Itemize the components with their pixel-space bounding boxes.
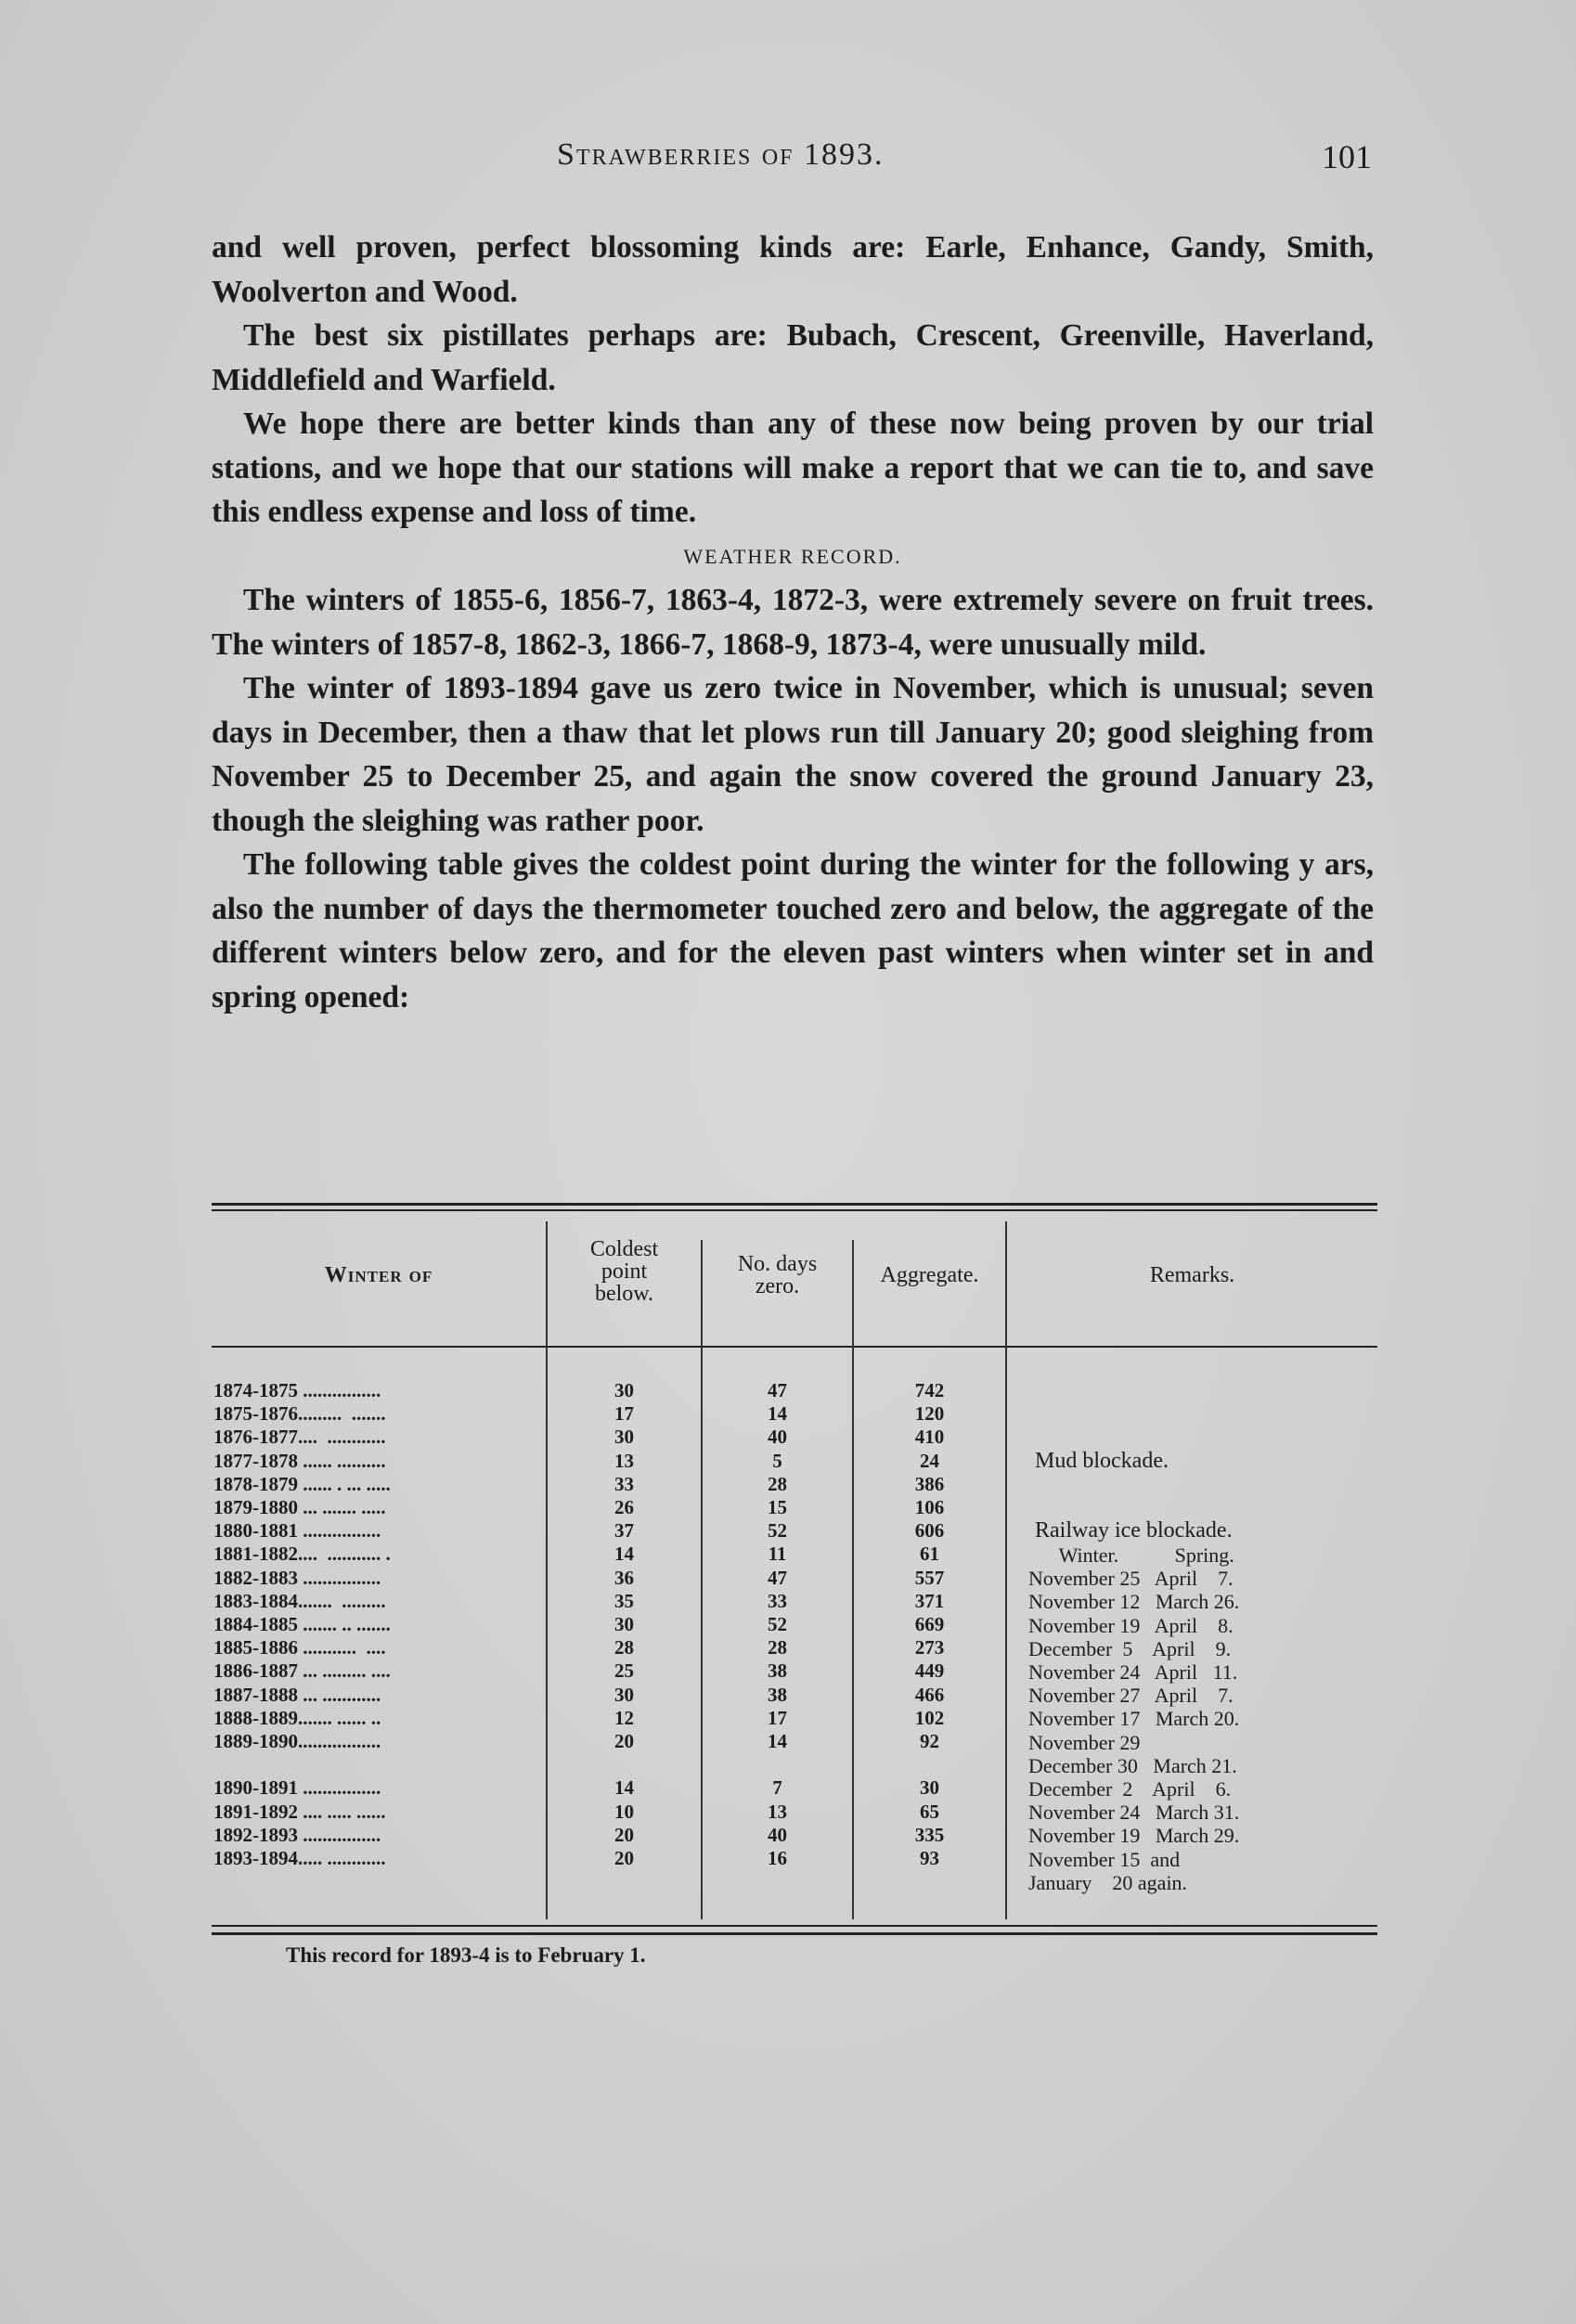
paragraph: The following table gives the coldest point during the winter for the following y ars, also the number of days the thermometer touched zero and below, the aggregate of the different winters below zero, and for the eleven past winters when winter set in and spring opened: xyxy=(212,847,1374,1014)
aggregate-column xyxy=(854,1379,1005,1870)
winter-column xyxy=(213,1379,543,1870)
header-rule xyxy=(212,1346,1377,1348)
footnote: This record for 1893-4 is to February 1. xyxy=(286,1943,646,1967)
remarks-b: Winter. Spring. November 25 April 7. November 12 March 26. November 19 April 8. December 5 April 9. November 24 April 11. November 27 April 7. November 17 March 20. November 29 December 30 March 21. December 2 April 6. November 24 March 31. November 19 March 29. November 15 and January 20 again. xyxy=(1028,1543,1240,1894)
table-bottom-rule-2 xyxy=(212,1932,1377,1935)
column-divider xyxy=(1005,1221,1007,1919)
header-winter-of: Winter of xyxy=(324,1263,433,1287)
header-days: No. days zero. xyxy=(737,1252,818,1298)
header-remarks: Remarks. xyxy=(1149,1263,1235,1287)
days-column xyxy=(703,1379,852,1870)
paragraph: The winters of 1855-6, 1856-7, 1863-4, 1872-3, were extremely severe on fruit trees. The winters of 1857-8, 1862-3, 1866-7, 1868-9, 1873-4, were unusually mild. xyxy=(212,583,1374,662)
remarks-column-a xyxy=(1007,1379,1377,1543)
paragraph: We hope there are better kinds than any of these now being proven by our trial stations, and we hope that our stations will make a report that we can tie to, and save this endless expense and loss of time. xyxy=(212,407,1374,529)
header-coldest: Coldest point below. xyxy=(589,1237,659,1306)
paragraph: The best six pistillates perhaps are: Bubach, Crescent, Greenville, Haverland, Middlefield and Warfield. xyxy=(212,318,1374,397)
running-title: Strawberries of 1893. xyxy=(557,137,885,172)
table-bottom-rule xyxy=(212,1925,1377,1927)
section-title: WEATHER RECORD. xyxy=(683,544,902,568)
coldest-column xyxy=(548,1379,701,1870)
remarks-a: Mud blockade. Railway ice blockade. xyxy=(1035,1448,1233,1543)
running-header xyxy=(212,137,1372,184)
coldest-values: 30 17 30 13 33 26 37 14 36 35 30 28 25 30 12 20 14 10 20 20 xyxy=(614,1379,634,1870)
aggregate-values: 742 120 410 24 386 106 606 61 557 371 669 273 449 466 102 92 30 65 335 93 xyxy=(914,1379,945,1870)
days-values: 47 14 40 5 28 15 52 11 47 33 52 28 38 38 17 14 7 13 40 16 xyxy=(768,1379,787,1870)
weather-table xyxy=(212,1203,1377,1936)
page-number: 101 xyxy=(1322,138,1372,175)
winter-values: 1874-1875 ................ 1875-1876......... ....... 1876-1877.... ............ 1877-1878 ...... .......... 1878-1879 ...... . ... ..... 1879-1880 ... ....... ..... 1880-1881 ................ 1881-1882.... ........... . 1882-1883 ................ 1883-1884....... ......... 1884-1885 ....... .. ....... 1885-1886 ........... .... 1886-1887 ... ......... .... 1887-1888 ... ............ 1888-1889....... ...... .. 1889-1890................. 1890-1891 ................ 1891-1892 .... ..... ...... 1892-1893 ................ 1893-1894..... ............ xyxy=(213,1379,391,1870)
remarks-column-b xyxy=(1028,1543,1377,1894)
paragraph: and well proven, perfect blossoming kinds are: Earle, Enhance, Gandy, Smith, Woolverton and Wood. xyxy=(212,230,1374,309)
header-aggregate: Aggregate. xyxy=(880,1263,979,1287)
paragraph: The winter of 1893-1894 gave us zero twice in November, which is unusual; seven days in December, then a thaw that let plows run till January 20; good sleighing from November 25 to December 25, and again the snow covered the ground January 23, though the sleighing was rather poor. xyxy=(212,671,1374,838)
body-text xyxy=(212,226,1374,1019)
table-top-rule-2 xyxy=(212,1209,1377,1211)
table-top-rule xyxy=(212,1203,1377,1206)
